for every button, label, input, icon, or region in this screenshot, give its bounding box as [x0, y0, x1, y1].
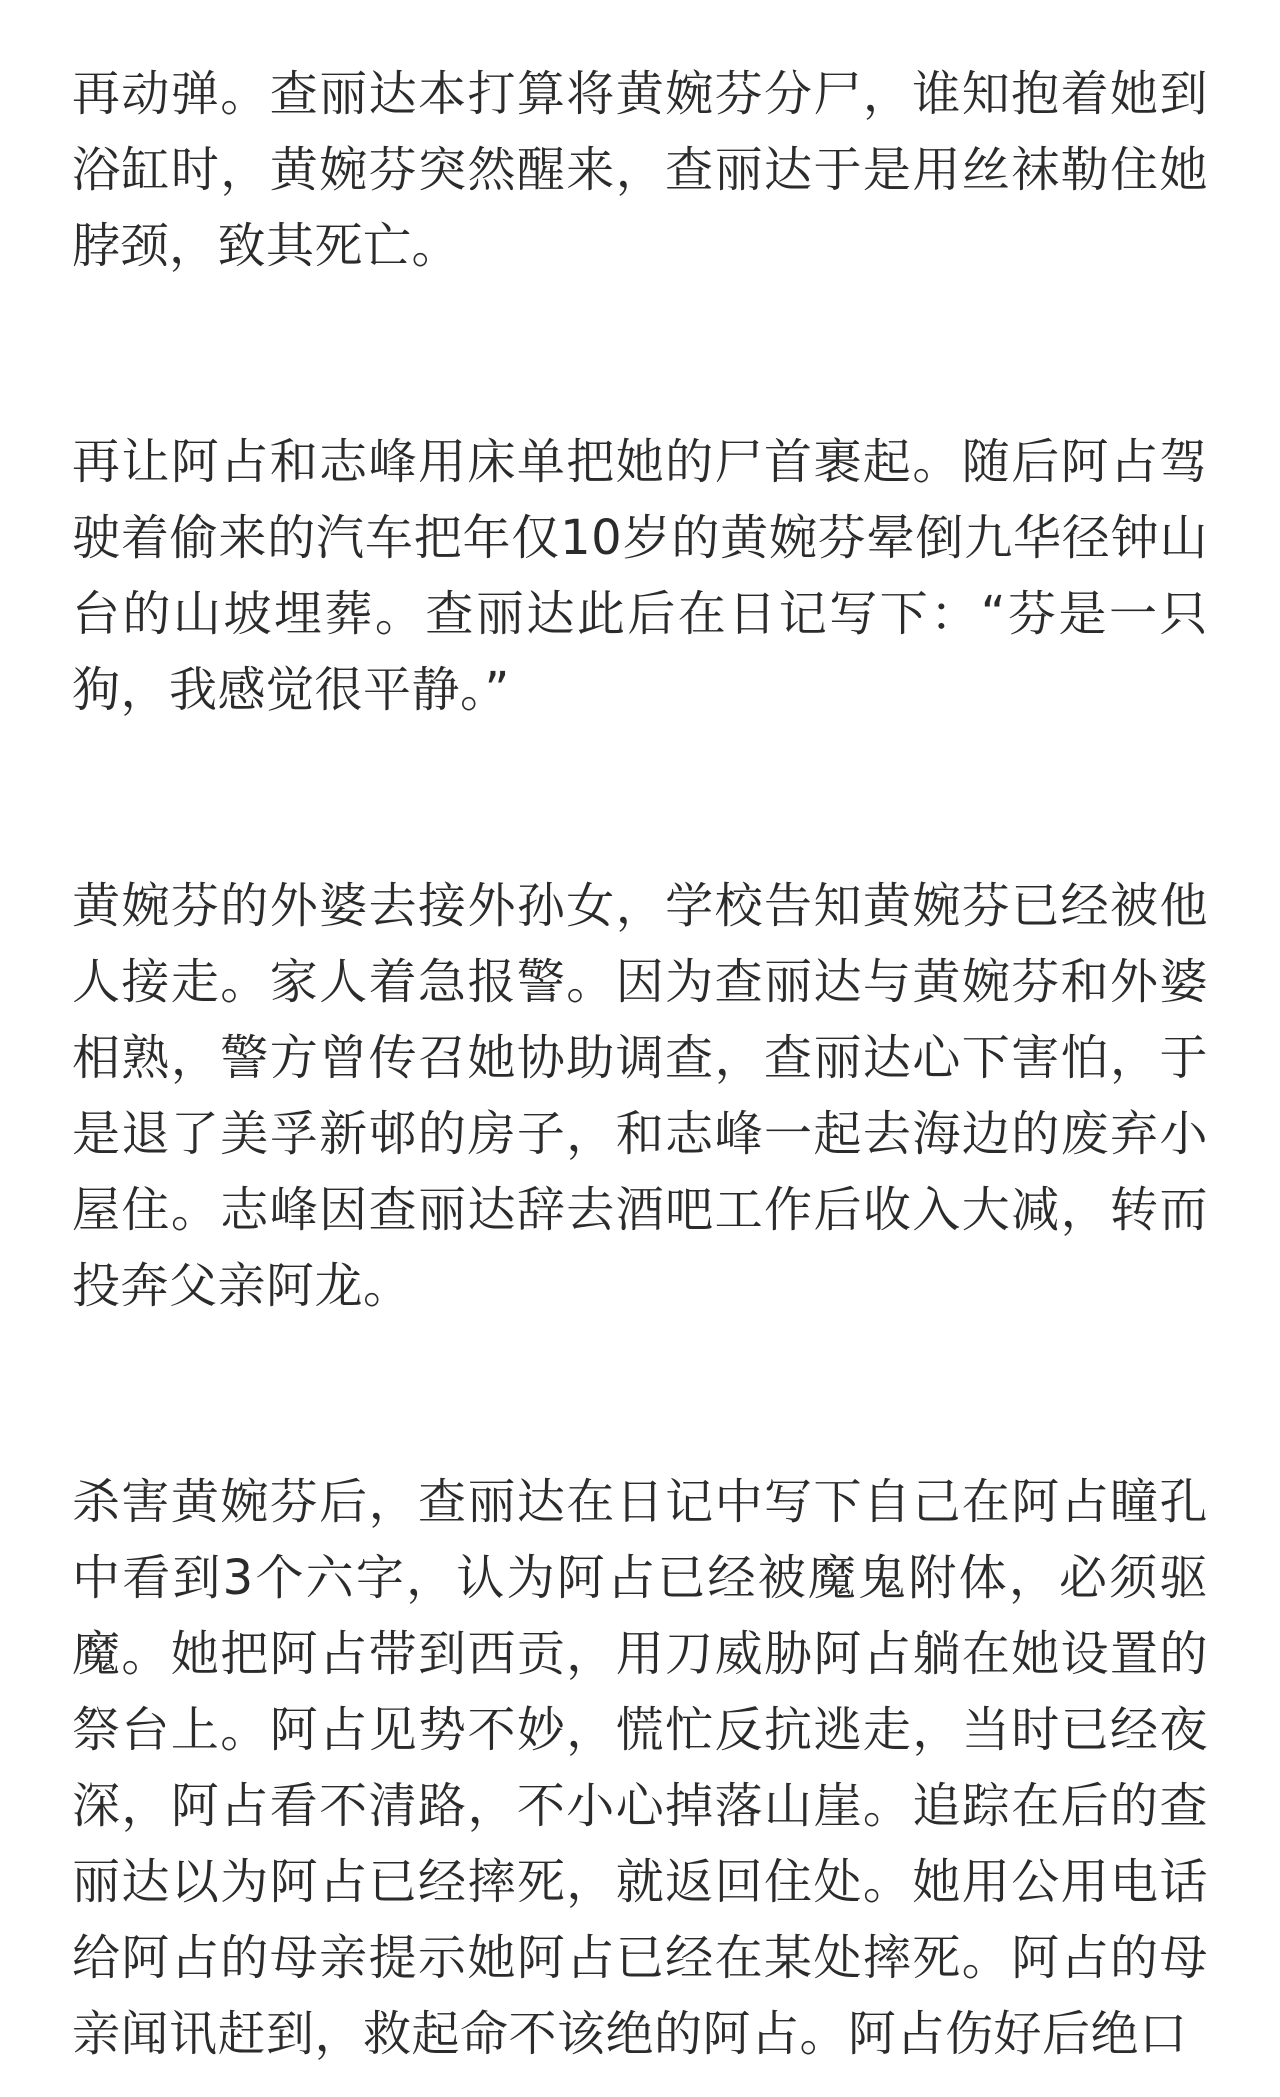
paragraph-1: 再动弹。查丽达本打算将黄婉芬分尸，谁知抱着她到浴缸时，黄婉芬突然醒来，查丽达于是用丝袜勒住她脖颈，致其死亡。: [72, 66, 1208, 274]
paragraph-3: 黄婉芬的外婆去接外孙女，学校告知黄婉芬已经被他人接走。家人着急报警。因为查丽达与黄婉芬和外婆相熟，警方曾传召她协助调查，查丽达心下害怕，于是退了美孚新邨的房子，和志峰一起去海边的废弃小屋住。志峰因查丽达辞去酒吧工作后收入大减，转而投奔父亲阿龙。: [72, 878, 1208, 1314]
paragraph-2: 再让阿占和志峰用床单把她的尸首裹起。随后阿占驾驶着偷来的汽车把年仅10岁的黄婉芬晕倒九华径钟山台的山坡埋葬。查丽达此后在日记写下：“芬是一只狗，我感觉很平静。”: [72, 434, 1208, 718]
paragraph-4: 杀害黄婉芬后，查丽达在日记中写下自己在阿占瞳孔中看到3个六字，认为阿占已经被魔鬼附体，必须驱魔。她把阿占带到西贡，用刀威胁阿占躺在她设置的祭台上。阿占见势不妙，慌忙反抗逃走，当时已经夜深，阿占看不清路，不小心掉落山崖。追踪在后的查丽达以为阿占已经摔死，就返回住处。她用公用电话给阿占的母亲提示她阿占已经在某处摔死。阿占的母亲闻讯赶到，救起命不该绝的阿占。阿占伤好后绝口: [72, 1474, 1208, 2062]
